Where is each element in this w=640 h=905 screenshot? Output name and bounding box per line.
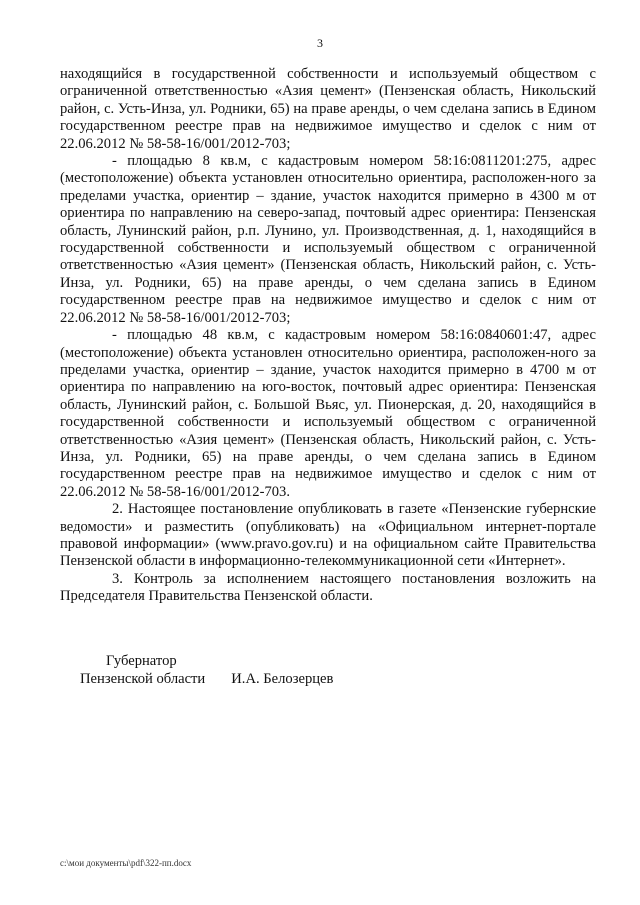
page-number: 3 [317, 36, 323, 50]
signatory-title: Губернатор [106, 653, 177, 669]
paragraph-publication: 2. Настоящее постановление опубликовать в газете «Пензенские губернские ведомости» и разместить (опубликовать) на «Официальном интернет-портале правовой информации» (www.pravo.gov.ru) и на официальном сайте Правительства Пензенской области в информационно-телекоммуникационной сети «Интернет». [60, 501, 596, 570]
signature-block [80, 652, 333, 688]
signature-row [80, 670, 333, 688]
signatory-name: И.А. Белозерцев [231, 671, 334, 687]
paragraph-continuation: находящийся в государственной собственности и используемый обществом с ограниченной ответственностью «Азия цемент» (Пензенская область, Никольский район, с. Усть-Инза, ул. Родники, 65) на праве аренды, о чем сделана запись в Едином государственном реестре прав на недвижимое имущество и сделок с ним от 22.06.2012 № 58-58-16/001/2012-703; [60, 66, 596, 152]
paragraph-control: 3. Контроль за исполнением настоящего постановления возложить на Председателя Правительства Пензенской области. [60, 570, 596, 605]
document-body [60, 66, 596, 606]
paragraph-plot-8sqm: - площадью 8 кв.м, с кадастровым номером 58:16:0811201:275, адрес (местоположение) объекта установлен относительно ориентира, расположен-ного за пределами участка, ориентир – здание, участок находится примерно в 4300 м от ориентира по направлению на северо-запад, почтовый адрес ориентира: Пензенская область, Лунинский район, р.п. Лунино, ул. Производственная, д. 1, находящийся в государственной собственности и используемый обществом с ограниченной ответственностью «Азия цемент» (Пензенская область, Никольский район, с. Усть-Инза, ул. Родники, 65) на праве аренды, о чем сделана запись в Едином государственном реестре прав на недвижимое имущество и сделок с ним от 22.06.2012 № 58-58-16/001/2012-703; [60, 153, 596, 326]
signatory-region: Пензенской области [80, 671, 206, 687]
paragraph-plot-48sqm: - площадью 48 кв.м, с кадастровым номером 58:16:0840601:47, адрес (местоположение) объекта установлен относительно ориентира, расположен-ного за пределами участка, ориентир – здание, участок находится примерно в 4700 м от ориентира по направлению на юго-восток, почтовый адрес ориентира: Пензенская область, Лунинский район, с. Большой Вьяс, ул. Пионерская, д. 20, находящийся в государственной собственности и используемый обществом с ограниченной ответственностью «Азия цемент» (Пензенская область, Никольский район, с. Усть-Инза, ул. Родники, 65) на праве аренды, о чем сделана запись в Едином государственном реестре прав на недвижимое имущество и сделок с ним от 22.06.2012 № 58-58-16/001/2012-703. [60, 327, 596, 500]
footer-file-path: c:\мои документы\pdf\322-пп.docx [60, 858, 192, 868]
